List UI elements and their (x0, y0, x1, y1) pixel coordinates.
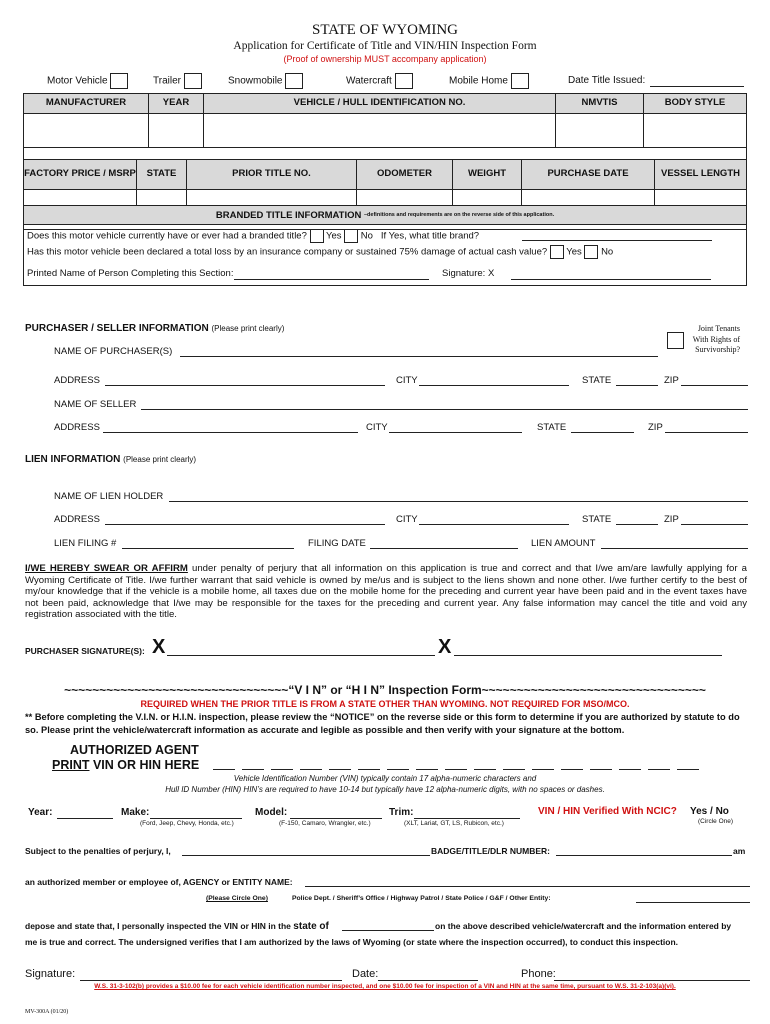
lien-filing-no-label: LIEN FILING # (54, 538, 117, 549)
branded-title-header (24, 205, 746, 225)
branded-q2-yes-checkbox[interactable] (550, 245, 564, 259)
joint-tenants-label: Joint Tenants With Rights of Survivorship? (692, 324, 740, 354)
manufacturer-header: MANUFACTURER (24, 94, 149, 113)
seller-zip-field[interactable] (665, 432, 748, 433)
affirmation-text: under penalty of perjury that all information on this application is true and correct and that I/we am/are lawfully applying for a Wyoming Certificate of Title. I/we further warrant that said vehicle is owned by me/us and is subject to the liens shown and none other. I/we further certify to the best of my/our knowledge that if the vehicle is a mobile home, all taxes due on the mobile home for the preceding and current year have been paid and in the event taxes have not been paid, acknowledge that I/we may be responsible for the taxes for the preceding and current year. Any false information may cancel the title and void any registration associated with the title. (25, 563, 747, 621)
joint-tenants-checkbox[interactable] (667, 332, 684, 349)
inspector-signature-field[interactable] (80, 980, 342, 981)
title-brand-field[interactable] (522, 240, 712, 241)
vin-entry-slots[interactable] (213, 759, 699, 770)
branded-signature-field[interactable] (511, 279, 711, 280)
ncic-yes-no[interactable]: Yes / No (690, 806, 729, 817)
model-hint: (F-150, Camaro, Wrangler, etc.) (279, 820, 371, 827)
name-of-seller-label: NAME OF SELLER (54, 399, 137, 410)
print-vin-label: PRINT VIN OR HIN HERE (52, 758, 200, 772)
vin-field[interactable] (204, 114, 556, 147)
year-field[interactable] (149, 114, 204, 147)
model-label: Model: (255, 807, 288, 818)
purchaser-address-field[interactable] (105, 385, 385, 386)
agency-label: an authorized member or employee of, AGENCY or ENTITY NAME: (25, 877, 293, 887)
trailer-checkbox[interactable] (184, 73, 202, 89)
seller-city-field[interactable] (389, 432, 522, 433)
nmvtis-header: NMVTIS (556, 94, 644, 113)
depose-label-3: me is true and correct. The undersigned verifies that I am authorized by the laws of Wyoming (or state where the inspection occurred), to conduct this inspection. (25, 937, 679, 947)
branded-q1-yes-checkbox[interactable] (310, 229, 324, 243)
printed-name-label: Printed Name of Person Completing this Section: (27, 268, 234, 279)
date-title-issued-label: Date Title Issued: (568, 75, 646, 86)
agency-options[interactable]: Police Dept. / Sheriff’s Office / Highway Patrol / State Police / G&F / Other Entity: (292, 895, 551, 902)
seller-address-label: ADDRESS (54, 422, 100, 433)
lien-amount-field[interactable] (601, 548, 748, 549)
purchaser-signature-2-field[interactable] (454, 655, 722, 656)
year-label: Year: (28, 807, 53, 818)
affirmation-paragraph (25, 563, 747, 621)
inspection-notice: ** Before completing the V.I.N. or H.I.N. inspection, please review the “NOTICE” on the reverse side or this form to determine if you are authorized by statute to do so. Please print the vehicle/watercraft information as accurate and legible as possible and then verify with your signature at the bottom. (25, 712, 740, 735)
vehicle-type-snowmobile: Snowmobile (228, 73, 303, 89)
trim-hint: (XLT, Lariat, GT, LS, Rubicon, etc.) (404, 820, 504, 827)
branded-signature-label: Signature: X (442, 268, 495, 279)
lien-filing-date-field[interactable] (370, 548, 518, 549)
badge-number-label: BADGE/TITLE/DLR NUMBER: (431, 846, 550, 856)
inspection-date-field[interactable] (378, 980, 478, 981)
lien-holder-field[interactable] (169, 501, 748, 502)
branded-q2-no-checkbox[interactable] (584, 245, 598, 259)
form-number: MV-300A (01/20) (25, 1009, 69, 1015)
seller-zip-label: ZIP (648, 422, 663, 433)
manufacturer-field[interactable] (24, 114, 149, 147)
purchaser-zip-label: ZIP (664, 375, 679, 386)
seller-state-field[interactable] (571, 432, 634, 433)
branded-q1: Does this motor vehicle currently have or ever had a branded title? Yes No If Yes, what title brand? (27, 230, 480, 242)
state-header: STATE (137, 160, 187, 189)
phone-label: Phone: (521, 968, 556, 980)
seller-city-label: CITY (366, 422, 388, 433)
form-subtitle: Application for Certificate of Title and VIN/HIN Inspection Form (233, 40, 537, 52)
vin-header: VEHICLE / HULL IDENTIFICATION NO. (204, 94, 556, 113)
lien-filing-date-label: FILING DATE (308, 538, 366, 549)
name-of-seller-field[interactable] (141, 409, 748, 410)
factory-price-header: FACTORY PRICE / MSRP (24, 160, 137, 189)
lien-zip-field[interactable] (681, 524, 748, 525)
vehicle-type-watercraft: Watercraft (346, 73, 413, 89)
lien-address-label: ADDRESS (54, 514, 100, 525)
inspector-name-field[interactable] (182, 855, 430, 856)
vin-note-2: Hull ID Number (HIN) HIN’s are required to have 10-14 but typically have 12 alpha-numeric digits, with no spaces or dashes. (165, 785, 605, 794)
name-of-purchaser-label: NAME OF PURCHASER(S) (54, 346, 173, 357)
inspector-signature-label: Signature: (25, 968, 76, 980)
circle-one-hint: (Circle One) (698, 818, 734, 825)
phone-field[interactable] (554, 980, 750, 981)
am-label: am (733, 846, 746, 856)
form-title: STATE OF WYOMING (311, 22, 459, 38)
purchaser-signature-label: PURCHASER SIGNATURE(S): (25, 646, 145, 656)
agency-name-field[interactable] (305, 886, 750, 887)
depose-label-2: on the above described vehicle/watercraft and the information entered by (435, 921, 732, 931)
seller-address-field[interactable] (103, 432, 358, 433)
watercraft-checkbox[interactable] (395, 73, 413, 89)
lien-city-label: CITY (396, 514, 418, 525)
vehicle-type-trailer: Trailer (153, 73, 202, 89)
inspection-date-label: Date: (352, 968, 379, 980)
purchaser-heading: PURCHASER / SELLER INFORMATION (Please print clearly) (25, 323, 285, 334)
perjury-label: Subject to the penalties of perjury, I, (25, 846, 171, 856)
other-entity-field[interactable] (636, 902, 750, 903)
inspection-make-field[interactable] (150, 818, 242, 819)
snowmobile-checkbox[interactable] (285, 73, 303, 89)
nmvtis-field[interactable] (556, 114, 644, 147)
motor-vehicle-checkbox[interactable] (110, 73, 128, 89)
lien-holder-label: NAME OF LIEN HOLDER (54, 491, 164, 502)
lien-state-label: STATE (582, 514, 612, 525)
purchaser-zip-field[interactable] (681, 385, 748, 386)
inspection-year-field[interactable] (57, 818, 113, 819)
vehicle-type-motor-vehicle: Motor Vehicle (47, 73, 128, 89)
printed-name-field[interactable] (234, 279, 429, 280)
mobile-home-checkbox[interactable] (511, 73, 529, 89)
lien-city-field[interactable] (419, 524, 569, 525)
branded-q1-no-checkbox[interactable] (344, 229, 358, 243)
odometer-header: ODOMETER (357, 160, 453, 189)
badge-number-field[interactable] (556, 855, 732, 856)
year-header: YEAR (149, 94, 204, 113)
lien-filing-no-field[interactable] (122, 548, 294, 549)
lien-heading: LIEN INFORMATION (Please print clearly) (25, 454, 197, 465)
purchaser-state-label: STATE (582, 375, 612, 386)
inspection-state-field[interactable] (342, 930, 434, 931)
weight-header: WEIGHT (453, 160, 522, 189)
branded-q2: Has this motor vehicle been declared a total loss by an insurance company or sustained 75% damage of actual cash value? Yes No (27, 246, 614, 258)
ncic-verified-label: VIN / HIN Verified With NCIC? (538, 806, 677, 817)
lien-address-field[interactable] (105, 524, 385, 525)
affirmation-lead: I/WE HEREBY SWEAR OR AFFIRM (25, 563, 188, 574)
lien-amount-label: LIEN AMOUNT (531, 538, 596, 549)
vin-note-1: Vehicle Identification Number (VIN) typically contain 17 alpha-numeric characters and (233, 774, 537, 783)
purchaser-address-label: ADDRESS (54, 375, 100, 386)
branded-title-note: –definitions and requirements are on the reverse side of this application. (364, 212, 555, 218)
prior-title-header: PRIOR TITLE NO. (187, 160, 357, 189)
vehicle-type-mobile-home: Mobile Home (449, 73, 529, 89)
lien-zip-label: ZIP (664, 514, 679, 525)
make-label: Make: (121, 807, 150, 818)
purchaser-city-label: CITY (396, 375, 418, 386)
vehicle-info-table (23, 93, 747, 286)
body-style-header: BODY STYLE (644, 94, 746, 113)
please-circle-one-label: (Please Circle One) (206, 895, 268, 902)
trim-label: Trim: (389, 807, 414, 818)
purchaser-state-field[interactable] (616, 385, 658, 386)
name-of-purchaser-field[interactable] (180, 356, 658, 357)
vessel-length-header: VESSEL LENGTH (655, 160, 746, 189)
depose-label: depose and state that, I personally inspected the VIN or HIN in the state of (25, 921, 329, 932)
fee-note: W.S. 31-3-102(b) provides a $10.00 fee for each vehicle identification number inspected, and one $10.00 fee for inspection of a VIN and HIN at the same time, pursuant to W.S. 31-2-103(a)(vi). (94, 983, 676, 990)
inspection-model-field[interactable] (290, 818, 382, 819)
body-style-field[interactable] (644, 114, 746, 147)
ownership-note: (Proof of ownership MUST accompany application) (283, 54, 487, 64)
inspection-required-note: REQUIRED WHEN THE PRIOR TITLE IS FROM A STATE OTHER THAN WYOMING. NOT REQUIRED FOR MSO/MCO. (140, 699, 630, 709)
purchase-date-header: PURCHASE DATE (522, 160, 655, 189)
seller-state-label: STATE (537, 422, 567, 433)
authorized-agent-label: AUTHORIZED AGENT (70, 743, 199, 757)
signature-x-2: X (438, 636, 452, 658)
make-hint: (Ford, Jeep, Chevy, Honda, etc.) (140, 820, 234, 827)
purchaser-city-field[interactable] (419, 385, 569, 386)
inspection-title: ~~~~~~~~~~~~~~~~~~~~~~~~~~~~~~~~“V I N” or “H I N” Inspection Form~~~~~~~~~~~~~~~~~~~~~~~~~~~~~~~~ (64, 683, 706, 697)
signature-x-1: X (152, 636, 166, 658)
branded-title-label: BRANDED TITLE INFORMATION (215, 209, 362, 221)
purchaser-signature-1-field[interactable] (167, 655, 435, 656)
date-title-issued-field[interactable] (650, 86, 744, 87)
lien-state-field[interactable] (616, 524, 658, 525)
inspection-trim-field[interactable] (414, 818, 520, 819)
